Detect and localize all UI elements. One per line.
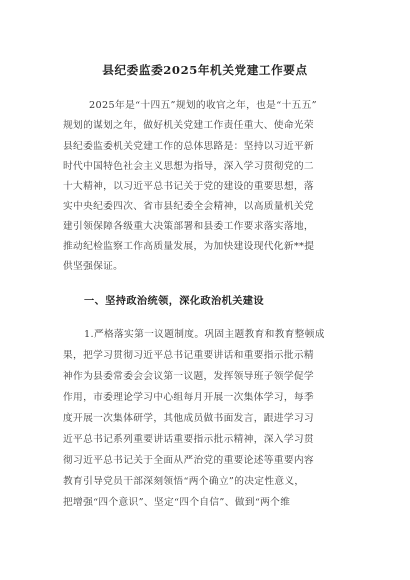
item-line: 把增强“四个意识”、坚定“四个自信”、做到“两个维 [63,497,291,508]
intro-line: 建引领保障各级重大决策部署和县委工作要求落实落地， [63,221,314,232]
item-line: 度开展一次集体研学，其他成员做书面发言，跟进学习习 [63,413,314,424]
intro-line: 供坚强保证。 [63,261,124,272]
item-line: 彻习近平总书记关于全面从严治党的重要论述等重要内容 [63,455,314,466]
intro-line: 规划的谋划之年，做好机关党建工作责任重大、使命光荣 [63,120,314,131]
intro-line: 推动纪检监察工作高质量发展，为加快建设现代化新**提 [63,241,315,252]
item-line: 果，把学习贯彻习近平总书记重要讲话和重要指示批示精 [63,350,314,361]
item-line: 教育引导党员干部深刻领悟“两个确立”的决定性意义， [63,476,305,487]
item-line: 1.严格落实第一议题制度。巩固主题教育和教育整顿成 [84,329,325,340]
section-heading: 一、坚持政治统领，深化政治机关建设 [84,296,264,307]
item-line: 神作为县委常委会会议第一议题，发挥领导班子领学促学 [63,371,314,382]
intro-line: 县纪委监委机关党建工作的总体思路是：坚持以习近平新 [63,141,314,152]
intro-line: 十大精神，以习近平总书记关于党的建设的重要思想，落 [63,181,314,192]
intro-line: 时代中国特色社会主义思想为指导，深入学习贯彻党的二 [63,161,314,172]
item-line: 近平总书记系列重要讲话重要指示批示精神，深入学习贯 [63,434,314,445]
item-line: 作用，市委理论学习中心组每月开展一次集体学习，每季 [63,392,314,403]
intro-line: 2025年是“十四五”规划的收官之年，也是“十五五” [89,100,317,111]
document-title: 县纪委监委2025年机关党建工作要点 [102,63,308,77]
intro-line: 实中央纪委四次、省市县纪委全会精神，以高质量机关党 [63,201,314,212]
